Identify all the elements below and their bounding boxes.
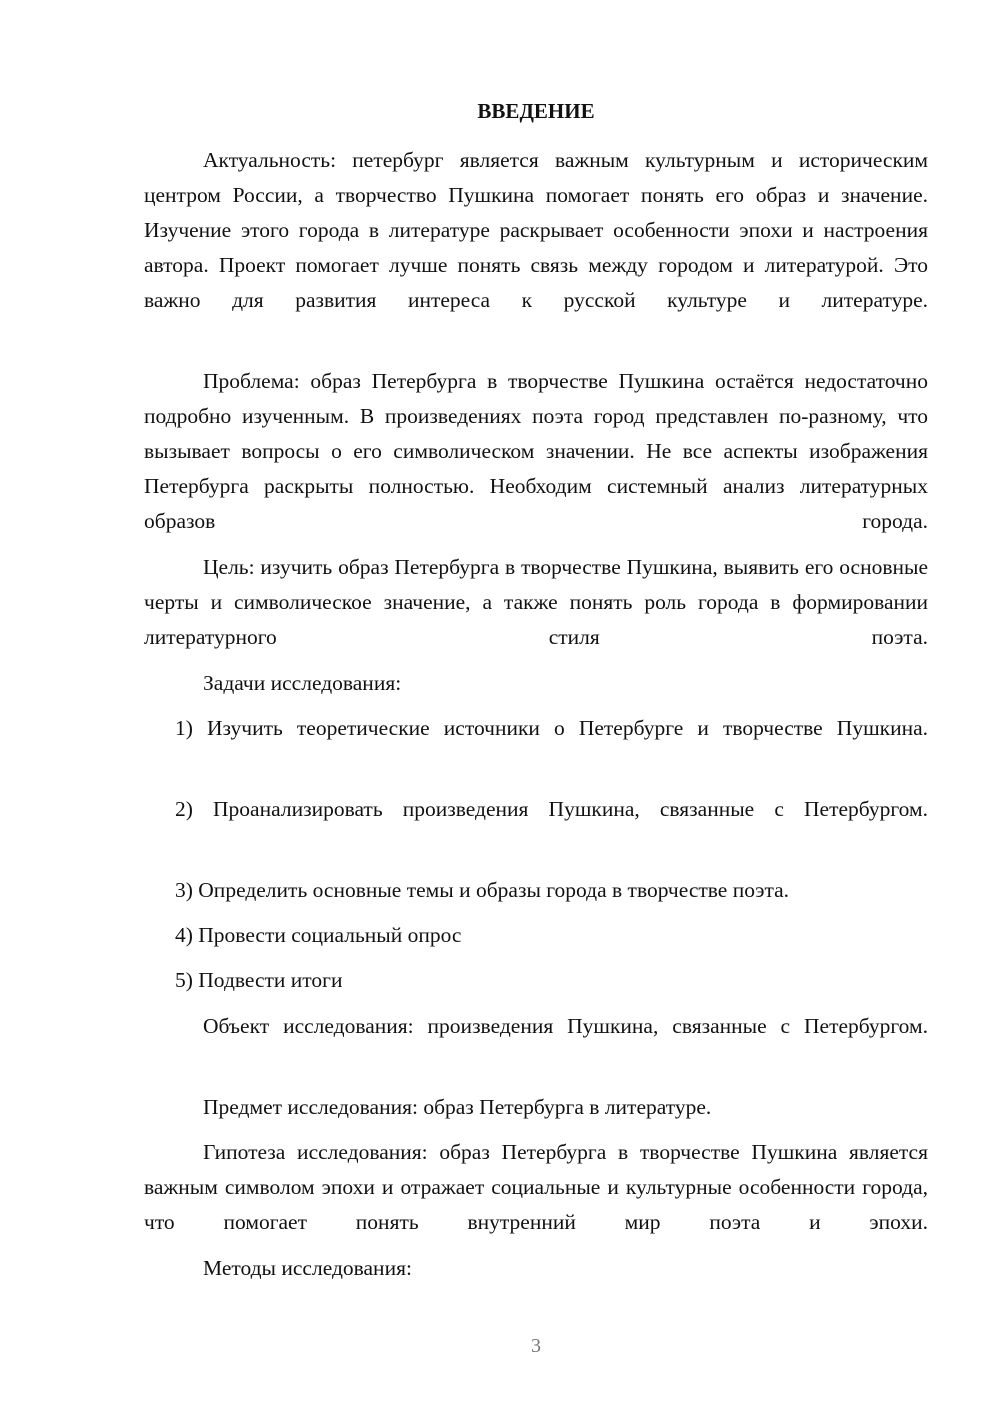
page-number: 3	[531, 1335, 541, 1357]
task-item-2: 2) Проанализировать произведения Пушкина, связанные с Петербургом.	[175, 797, 928, 821]
relevance-paragraph: Актуальность: петербург является важным культурным и историческим центром России, а творчество Пушкина помогает понять его образ и значение. Изучение этого города в литературе раскрывает особенности эпохи и настроения автора. Проект помогает лучше понять связь между городом и литературой. Это важно для развития интереса к русской культуре и литературе.	[144, 148, 928, 312]
methods-title: Методы исследования:	[203, 1256, 412, 1280]
subject-paragraph: Предмет исследования: образ Петербурга в литературе.	[203, 1095, 712, 1119]
task-item-1: 1) Изучить теоретические источники о Петербурге и творчестве Пушкина.	[175, 716, 928, 740]
task-item-3: 3) Определить основные темы и образы города в творчестве поэта.	[175, 878, 790, 902]
section-heading: ВВЕДЕНИЕ	[477, 99, 595, 123]
problem-paragraph: Проблема: образ Петербурга в творчестве Пушкина остаётся недостаточно подробно изученным. В произведениях поэта город представлен по-разному, что вызывает вопросы о его символическом значении. Не все аспекты изображения Петербурга раскрыты полностью. Необходим системный анализ литературных образов города.	[144, 369, 928, 533]
goal-paragraph: Цель: изучить образ Петербурга в творчестве Пушкина, выявить его основные черты и символическое значение, а также понять роль города в формировании литературного стиля поэта.	[144, 555, 928, 649]
task-item-4: 4) Провести социальный опрос	[175, 923, 462, 947]
task-item-5: 5) Подвести итоги	[175, 968, 343, 992]
hypothesis-paragraph: Гипотеза исследования: образ Петербурга в творчестве Пушкина является важным символом эпохи и отражает социальные и культурные особенности города, что помогает понять внутренний мир поэта и эпохи.	[144, 1140, 928, 1234]
object-paragraph: Объект исследования: произведения Пушкина, связанные с Петербургом.	[203, 1014, 928, 1038]
tasks-title: Задачи исследования:	[203, 671, 402, 695]
